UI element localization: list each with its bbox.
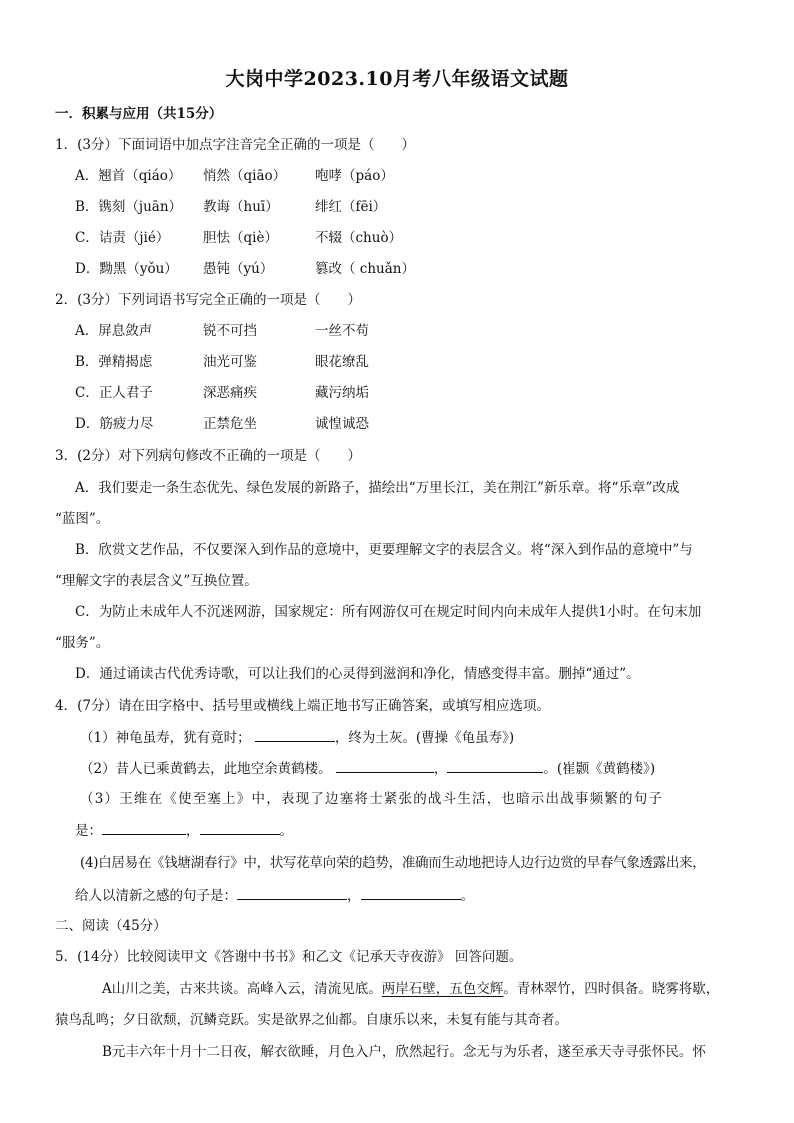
- question-4-item-3-answers: [75, 820, 293, 841]
- question-2-option-c: [75, 383, 369, 403]
- item-text: 给人以清新之感的句子是：: [75, 888, 237, 904]
- passage-text: 。青林翠竹，四时俱备。晓雾将歇，: [503, 981, 720, 997]
- question-1-stem: 1．(3分）下面词语中加点字注音完全正确的一项是（ ）: [55, 137, 415, 153]
- question-1-option-d: [75, 259, 415, 279]
- page-title: 大岗中学2023.10月考八年级语文试题: [225, 68, 569, 90]
- option-word: 绯红（fēi）: [315, 199, 387, 215]
- option-word: 诚惶诚恐: [315, 416, 369, 432]
- option-word: 正禁危坐: [203, 416, 257, 432]
- item-text: ，: [433, 761, 448, 777]
- option-word: B．镌刻（juān）: [75, 199, 183, 215]
- option-word: 油光可鉴: [203, 354, 257, 370]
- question-3-option-c-cont: “服务”。: [55, 635, 110, 651]
- question-1-option-c: [75, 228, 402, 248]
- question-2-option-a: [75, 321, 369, 341]
- option-word: 锐不可挡: [203, 323, 257, 339]
- question-2-option-b: [75, 352, 369, 372]
- question-2-stem: 2．(3分）下列词语书写完全正确的一项是（ ）: [55, 292, 361, 308]
- question-4-stem: 4．(7分）请在田字格中、括号里或横线上端正地书写正确答案，或填写相应选项。: [55, 698, 550, 714]
- answer-blank[interactable]: [255, 727, 335, 742]
- option-word: C．正人君子: [75, 385, 153, 401]
- item-text: 。(崔颢《黄鹤楼》): [543, 761, 656, 777]
- question-4-item-1: [80, 727, 514, 748]
- question-4-item-4: (4)白居易在《钱塘湖春行》中，状写花草向荣的趋势，准确而生动地把诗人边行边赏的早春气象透露出来，: [80, 855, 706, 871]
- question-4-item-2: [80, 758, 655, 779]
- option-word: A．翘首（qiáo）: [75, 168, 182, 184]
- question-3-option-a-cont: “蓝图”。: [55, 511, 110, 527]
- item-text: ，: [186, 823, 200, 839]
- answer-blank[interactable]: [447, 758, 543, 773]
- option-word: C．诘责（jié）: [75, 230, 170, 246]
- underlined-sentence: 两岸石壁，五色交辉: [381, 981, 504, 997]
- option-word: 深恶痛疾: [203, 385, 257, 401]
- question-1-option-b: [75, 197, 386, 217]
- option-word: 眼花缭乱: [315, 354, 369, 370]
- question-3-option-b-cont: “理解文字的表层含义”互换位置。: [55, 573, 258, 589]
- option-word: 胆怯（qiè）: [203, 230, 278, 246]
- option-word: D．黝黑（yǒu）: [75, 261, 178, 277]
- option-word: 篡改（ chuǎn）: [315, 261, 415, 277]
- answer-blank[interactable]: [237, 885, 347, 900]
- question-4-item-3: （3）王维在《使至塞上》中，表现了边塞将士紧张的战斗生活，也暗示出战事频繁的句子: [80, 791, 664, 807]
- section-2-heading: 二、阅读（45分）: [55, 918, 167, 934]
- passage-b-line-1: B元丰六年十月十二日夜，解衣欲睡，月色入户，欣然起行。念无与为乐者，遂至承天寺寻张怀民。怀: [102, 1044, 706, 1060]
- item-text: 是：: [75, 823, 102, 839]
- answer-blank[interactable]: [361, 885, 461, 900]
- option-word: 不辍（chuò）: [315, 230, 403, 246]
- question-3-stem: 3．(2分）对下列病句修改不正确的一项是（ ）: [55, 448, 361, 464]
- item-text: 。: [460, 888, 474, 904]
- question-3-option-c: C．为防止未成年人不沉迷网游，国家规定：所有网游仅可在规定时间内向未成年人提供1小时。在句末加: [75, 604, 702, 620]
- option-word: 悄然（qiāo）: [203, 168, 287, 184]
- section-1-heading: 一．积累与应用（共15分）: [55, 106, 223, 122]
- answer-blank[interactable]: [102, 820, 186, 835]
- passage-a-line-2: 猿鸟乱鸣；夕日欲颓，沉鳞竞跃。实是欲界之仙都。自康乐以来，未复有能与其奇者。: [55, 1012, 568, 1028]
- option-word: D．筋疲力尽: [75, 416, 154, 432]
- item-text: （2）昔人已乘黄鹤去，此地空余黄鹤楼。: [80, 761, 332, 777]
- option-word: 一丝不苟: [315, 323, 369, 339]
- question-3-option-a: A．我们要走一条生态优先、绿色发展的新路子，描绘出“万里长江，美在荆江”新乐章。将“乐章”改成: [75, 480, 680, 496]
- option-word: 咆哮（páo）: [315, 168, 394, 184]
- answer-blank[interactable]: [336, 758, 434, 773]
- item-text: 。: [279, 823, 293, 839]
- question-1-option-a: [75, 166, 394, 186]
- answer-blank[interactable]: [200, 820, 280, 835]
- question-3-option-b: B．欣赏文艺作品，不仅要深入到作品的意境中，更要理解文字的表层含义。将“深入到作品的意境中”与: [75, 542, 693, 558]
- question-5-stem: 5．(14分）比较阅读甲文《答谢中书书》和乙文《记承天寺夜游》 回答问题。: [55, 949, 523, 965]
- option-word: 藏污纳垢: [315, 385, 369, 401]
- option-word: A．屏息敛声: [75, 323, 153, 339]
- question-3-option-d: D．通过诵读古代优秀诗歌，可以让我们的心灵得到滋润和净化，情感变得丰富。删掉“通过”。: [75, 666, 640, 682]
- question-2-option-d: [75, 414, 369, 434]
- option-word: 愚钝（yú）: [203, 261, 274, 277]
- item-text: ，: [347, 888, 361, 904]
- question-4-item-4-answers: [75, 885, 474, 906]
- item-text: （1）神龟虽寿，犹有竟时；: [80, 730, 251, 746]
- item-text: ，终为土灰。(曹操《龟虽寿》): [334, 730, 515, 746]
- passage-a-line-1: [102, 979, 719, 999]
- option-word: 教诲（huī）: [203, 199, 279, 215]
- passage-text: A山川之美，古来共谈。高峰入云，清流见底。: [102, 981, 382, 997]
- option-word: B．弹精揭虑: [75, 354, 153, 370]
